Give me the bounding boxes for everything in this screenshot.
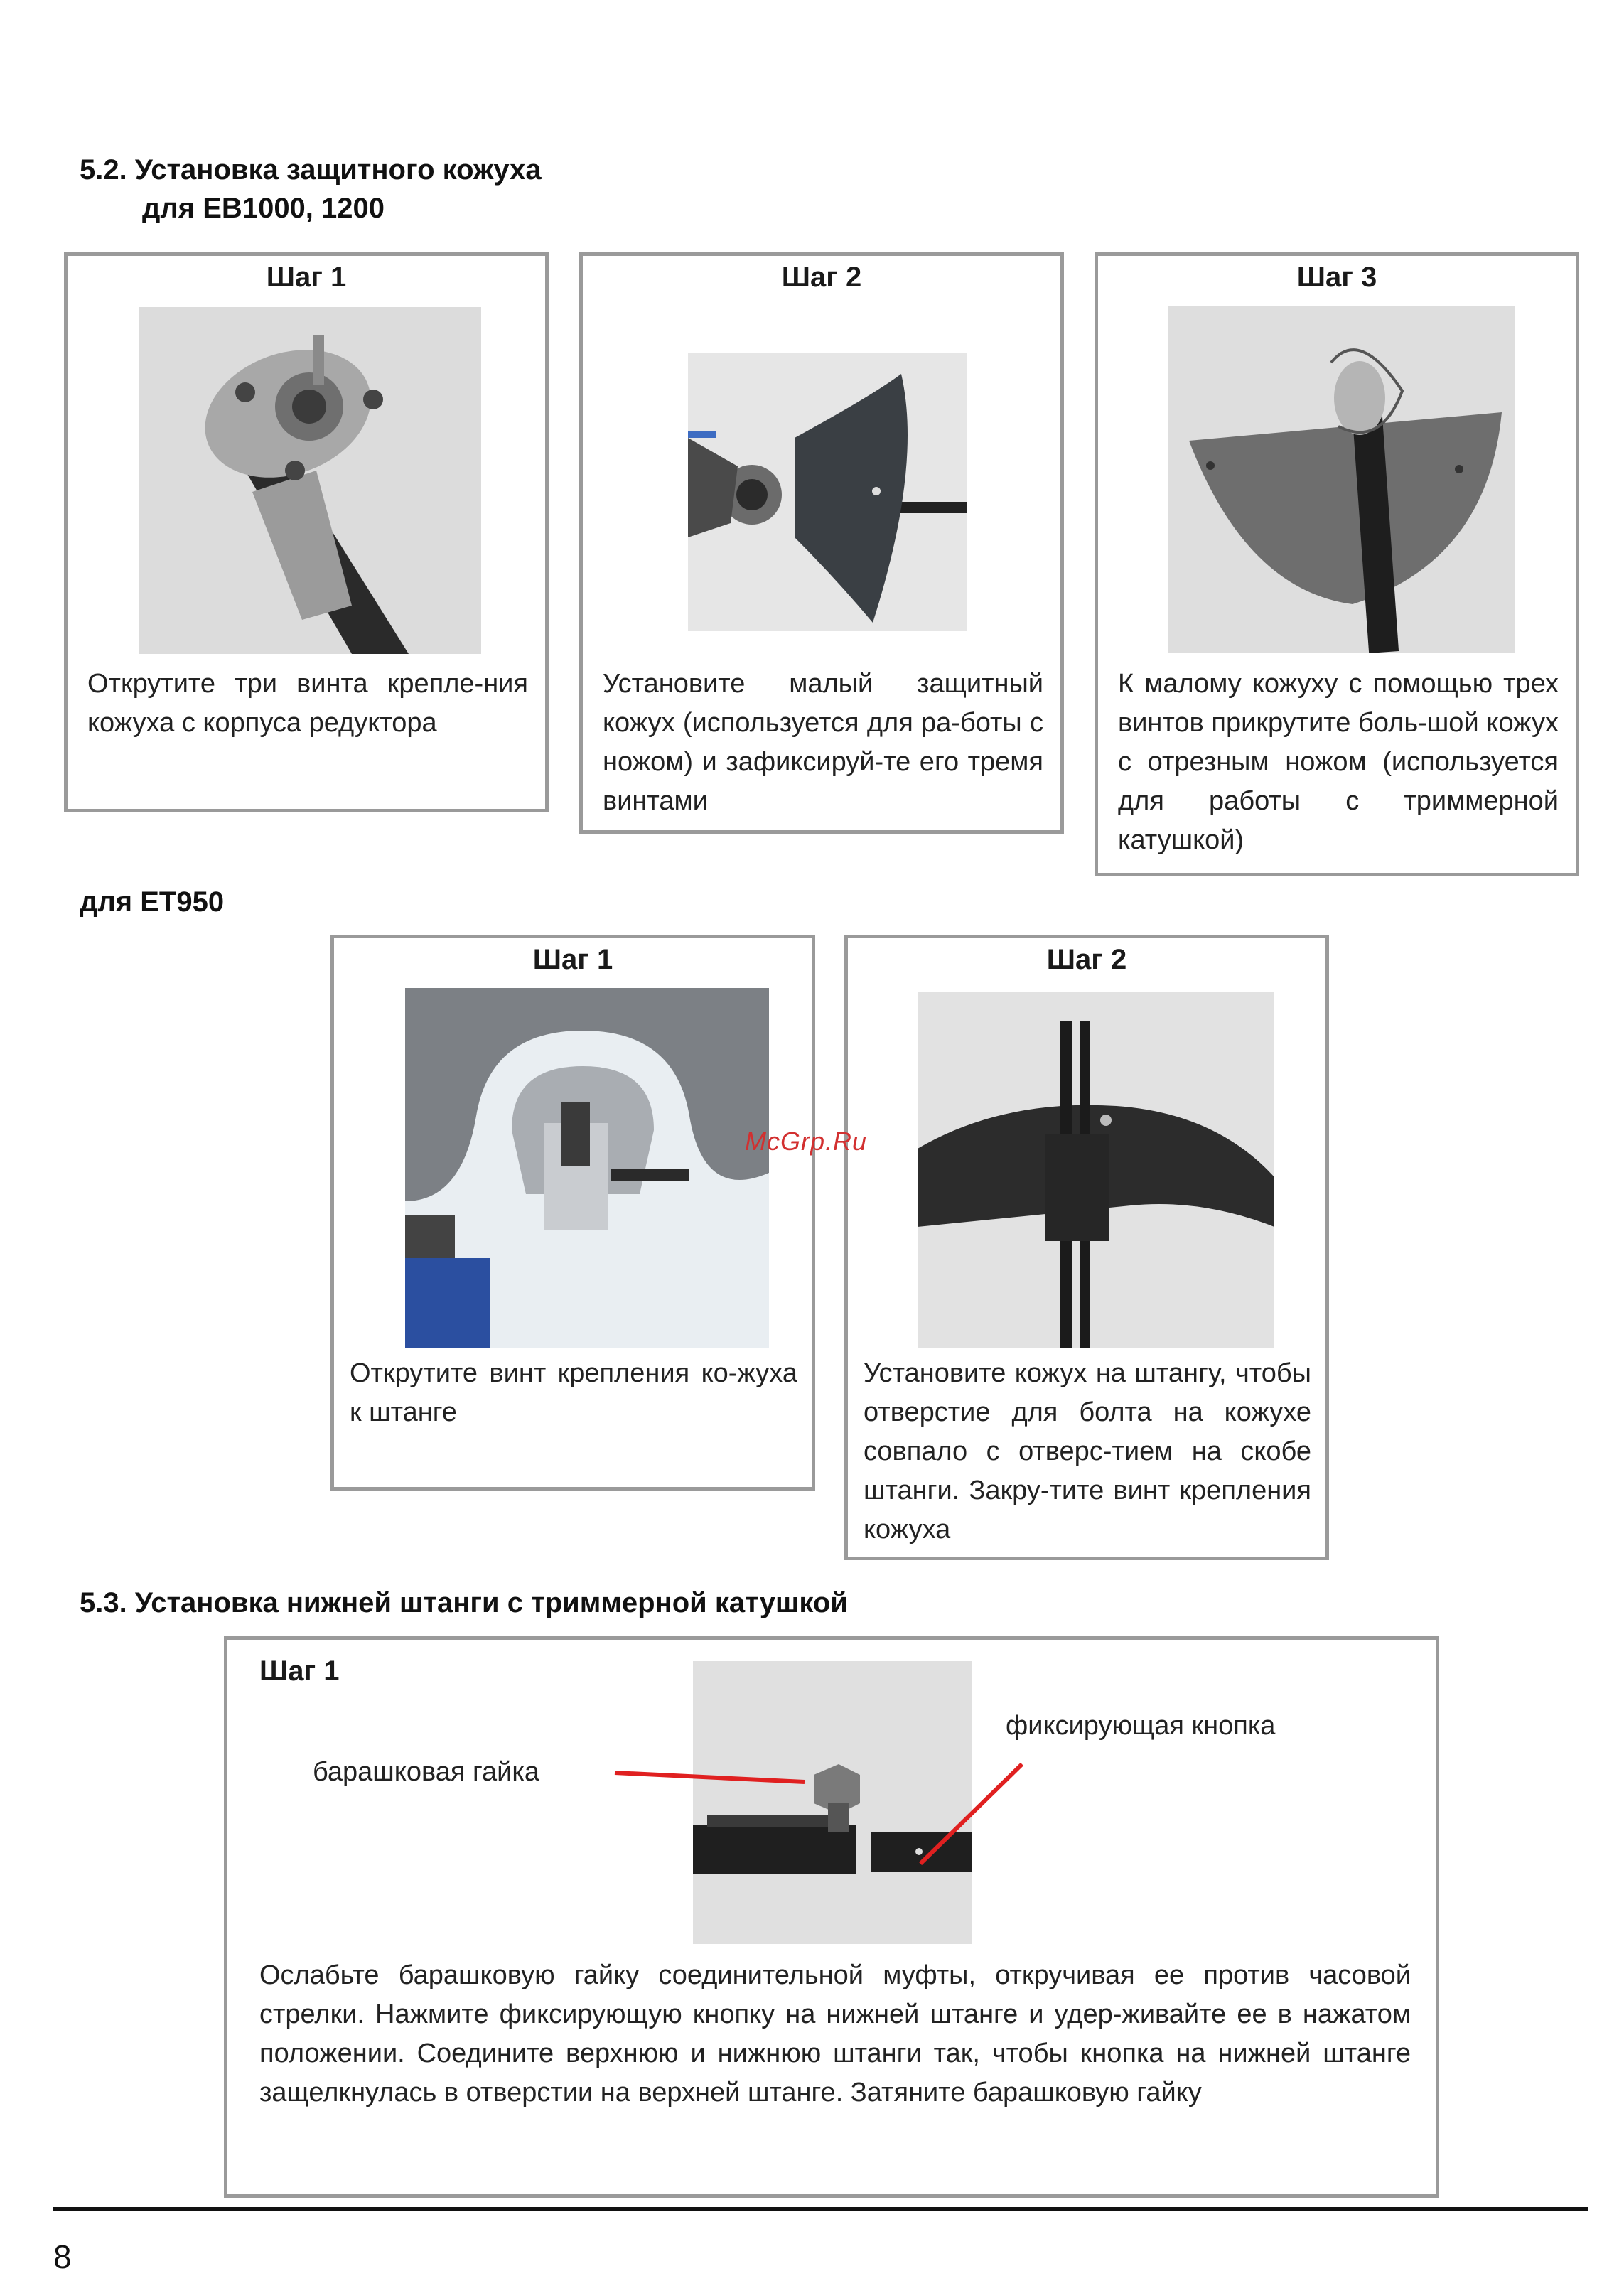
label-lock-button: фиксирующая кнопка: [1006, 1711, 1276, 1741]
button-arrow: [920, 1764, 1022, 1864]
step-title: Шаг 1: [532, 944, 613, 975]
section-52-heading-line2: для ЕВ1000, 1200: [142, 193, 385, 224]
footer-rule: [53, 2207, 1588, 2211]
step-box-eb-2: [579, 252, 1064, 834]
step-title: Шаг 3: [1296, 262, 1377, 293]
step-box-eb-3: [1095, 252, 1579, 876]
section-52-heading-line1: 5.2. Установка защитного кожуха: [80, 154, 542, 186]
step-description: Открутите три винта крепле-ния кожуха с корпуса редуктора: [87, 669, 528, 738]
step-box-et-1: [330, 935, 815, 1491]
step-description: Установите малый защитный кожух (используется для ра-боты с ножом) и зафиксируй-те его тремя винтами: [603, 669, 1043, 816]
step-title: Шаг 1: [259, 1655, 340, 1687]
section-et950-heading: для ЕТ950: [80, 886, 225, 918]
photo-guard-on-shaft: [918, 992, 1274, 1348]
step-description: Установите кожух на штангу, чтобы отверстие для болта на кожухе совпало с отверс-тием на скобе штанги. Закру-тите винт крепления кожуха: [864, 1358, 1311, 1545]
step-title: Шаг 1: [266, 262, 347, 293]
step-title: Шаг 2: [1046, 944, 1127, 975]
step-description: Ослабьте барашковую гайку соединительной муфты, откручивая ее против часовой стрелки. Нажмите фиксирующую кнопку на нижней штанге и удер-живайте ее в нажатом положении. Соедините верхнюю и нижнюю штанги так, чтобы кнопка на нижней штанге защелкнулась в отверстии на верхней штанге. Затяните барашковую гайку: [259, 1960, 1411, 2107]
watermark: McGrp.Ru: [745, 1127, 868, 1156]
step-box-eb-1: [64, 252, 549, 812]
photo-large-guard: [1168, 306, 1515, 653]
label-wingnut: барашковая гайка: [313, 1757, 539, 1787]
wingnut-arrow: [615, 1773, 805, 1782]
page-number: 8: [53, 2238, 72, 2275]
section-53-heading: 5.3. Установка нижней штанги с триммерной катушкой: [80, 1587, 848, 1618]
section-52-heading: [80, 151, 542, 227]
step-description: Открутите винт крепления ко-жуха к штанге: [350, 1358, 797, 1427]
photo-small-guard: [688, 353, 967, 631]
photo-gearbox-screws: [139, 307, 481, 654]
step-box-53-1: [224, 1636, 1439, 2198]
step-box-et-2: [844, 935, 1329, 1560]
pointer-arrows: [227, 1640, 1443, 1995]
step-description: К малому кожуху с помощью трех винтов прикрутите боль-шой кожух с отрезным ножом (используется для работы с триммерной катушкой): [1118, 669, 1559, 855]
step-title: Шаг 2: [781, 262, 862, 293]
photo-guard-screw: [405, 988, 769, 1348]
